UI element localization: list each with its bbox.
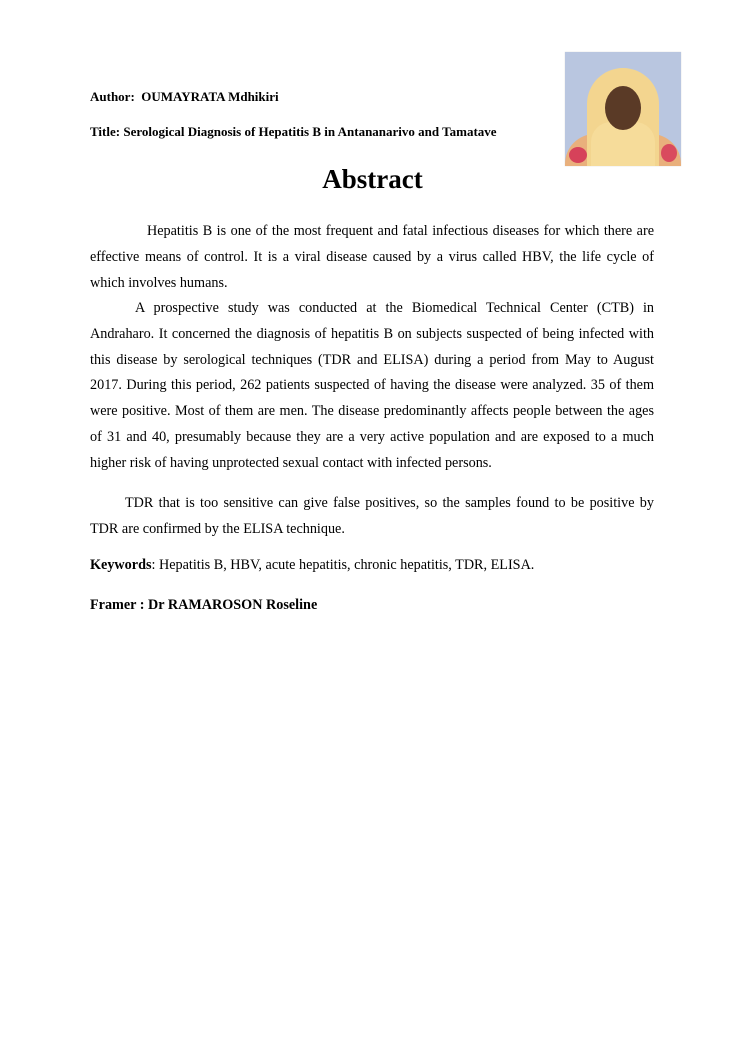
keywords-line [90,557,534,574]
author-label: Author: [90,89,135,104]
abstract-heading: Abstract [322,164,423,194]
framer-line [90,597,317,614]
abstract-paragraph-1: Hepatitis B is one of the most frequent and fatal infectious diseases for which there are effective means of control. It is a viral disease caused by a virus called HBV, the life cycle of which involves humans. [90,223,654,291]
keywords-text: : Hepatitis B, HBV, acute hepatitis, chronic hepatitis, TDR, ELISA. [151,557,535,573]
abstract-paragraph-2: A prospective study was conducted at the Biomedical Technical Center (CTB) in Andraharo. It concerned the diagnosis of hepatitis B on subjects suspected of being infected with this disease by serological techniques (TDR and ELISA) during a period from May to August 2017. During this period, 262 patients suspected of having the disease were analyzed. 35 of them were positive. Most of them are men. The disease predominantly affects people between the ages of 31 and 40, presumably because they are a very active population and are exposed to a much higher risk of having unprotected sexual contact with infected persons. [90,300,654,471]
author-name: OUMAYRATA Mdhikiri [141,89,279,104]
framer-name: Dr RAMAROSON Roseline [148,597,318,613]
title-label: Title: [90,124,121,139]
author-line [90,89,279,105]
framer-label: Framer : [90,597,145,613]
author-photo [565,52,681,166]
abstract-paragraph-3: TDR that is too sensitive can give false positives, so the samples found to be positive by TDR are confirmed by the ELISA technique. [90,495,654,537]
title-text: Serological Diagnosis of Hepatitis B in Antananarivo and Tamatave [123,124,497,139]
title-line [90,124,497,140]
keywords-label: Keywords [90,557,152,573]
